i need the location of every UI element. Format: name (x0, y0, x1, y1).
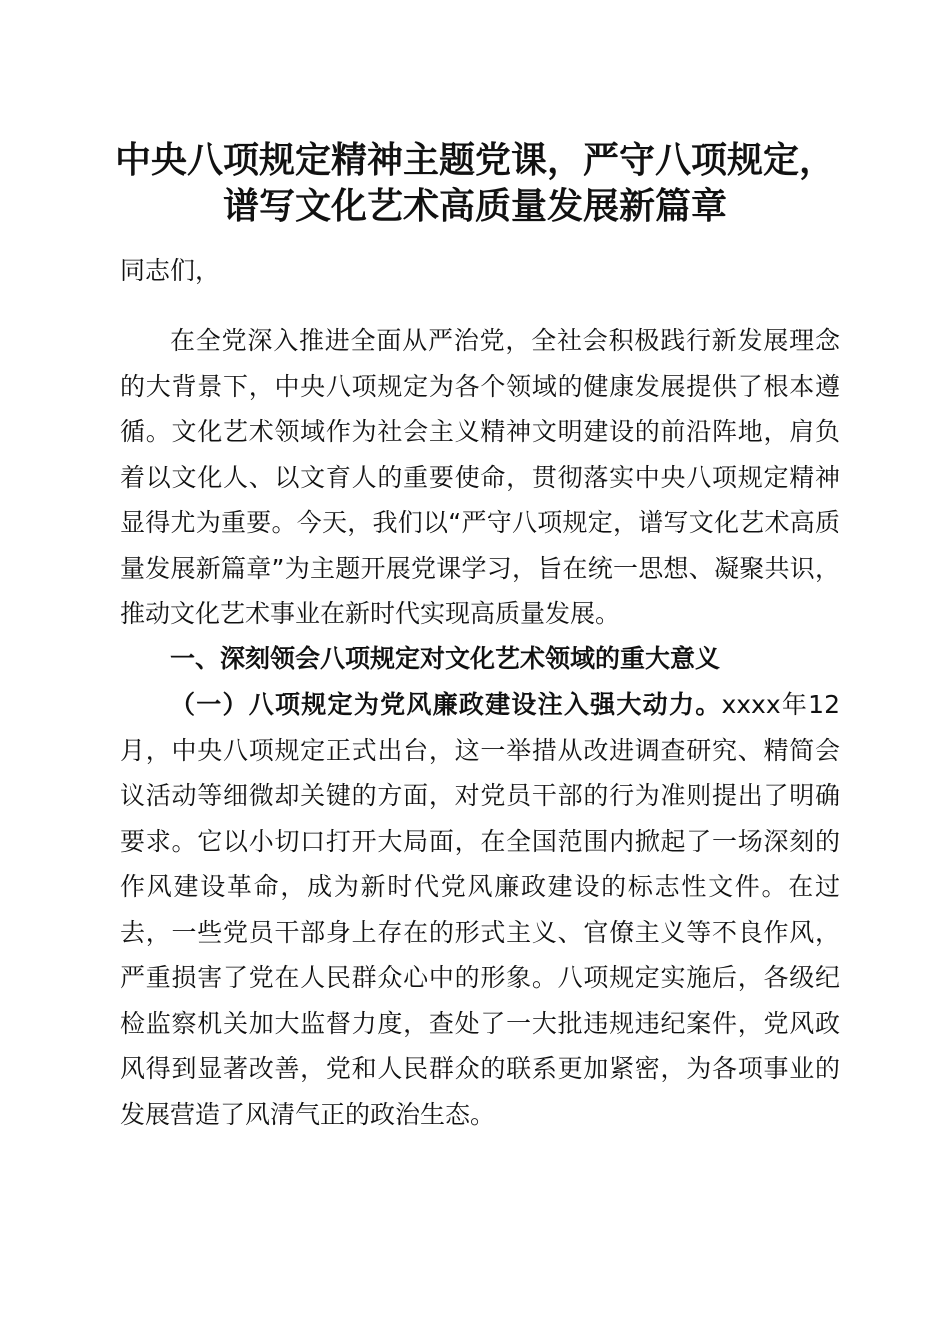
subsection-1-body: xxxx年12月，中央八项规定正式出台，这一举措从改进调查研究、精简会议活动等细微却关键的方面，对党员干部的行为准则提出了明确要求。它以小切口打开大局面，在全国范围内掀起了一场深刻的作风建设革命，成为新时代党风廉政建设的标志性文件。在过去，一些党员干部身上存在的形式主义、官僚主义等不良作风，严重损害了党在人民群众心中的形象。八项规定实施后，各级纪检监察机关加大监督力度，查处了一大批违规违纪案件，党风政风得到显著改善，党和人民群众的联系更加紧密，为各项事业的发展营造了风清气正的政治生态。 (120, 690, 840, 1129)
document-title-line-2: 谱写文化艺术高质量发展新篇章 (222, 185, 727, 227)
subsection-1-heading: （一）八项规定为党风廉政建设注入强大动力。 (170, 690, 722, 719)
subsection-1-paragraph (120, 682, 840, 1137)
document-title-line-1: 中央八项规定精神主题党课，严守八项规定， (114, 139, 835, 181)
intro-paragraph: 在全党深入推进全面从严治党，全社会积极践行新发展理念的大背景下，中央八项规定为各个领域的健康发展提供了根本遵循。文化艺术领域作为社会主义精神文明建设的前沿阵地，肩负着以文化人、以文育人的重要使命，贯彻落实中央八项规定精神显得尤为重要。今天，我们以“严守八项规定，谱写文化艺术高质量发展新篇章”为主题开展党课学习，旨在统一思想、凝聚共识，推动文化艺术事业在新时代实现高质量发展。 (120, 326, 840, 628)
section-1-heading: 一、深刻领会八项规定对文化艺术领域的重大意义 (170, 644, 721, 673)
salutation: 同志们， (120, 256, 221, 285)
